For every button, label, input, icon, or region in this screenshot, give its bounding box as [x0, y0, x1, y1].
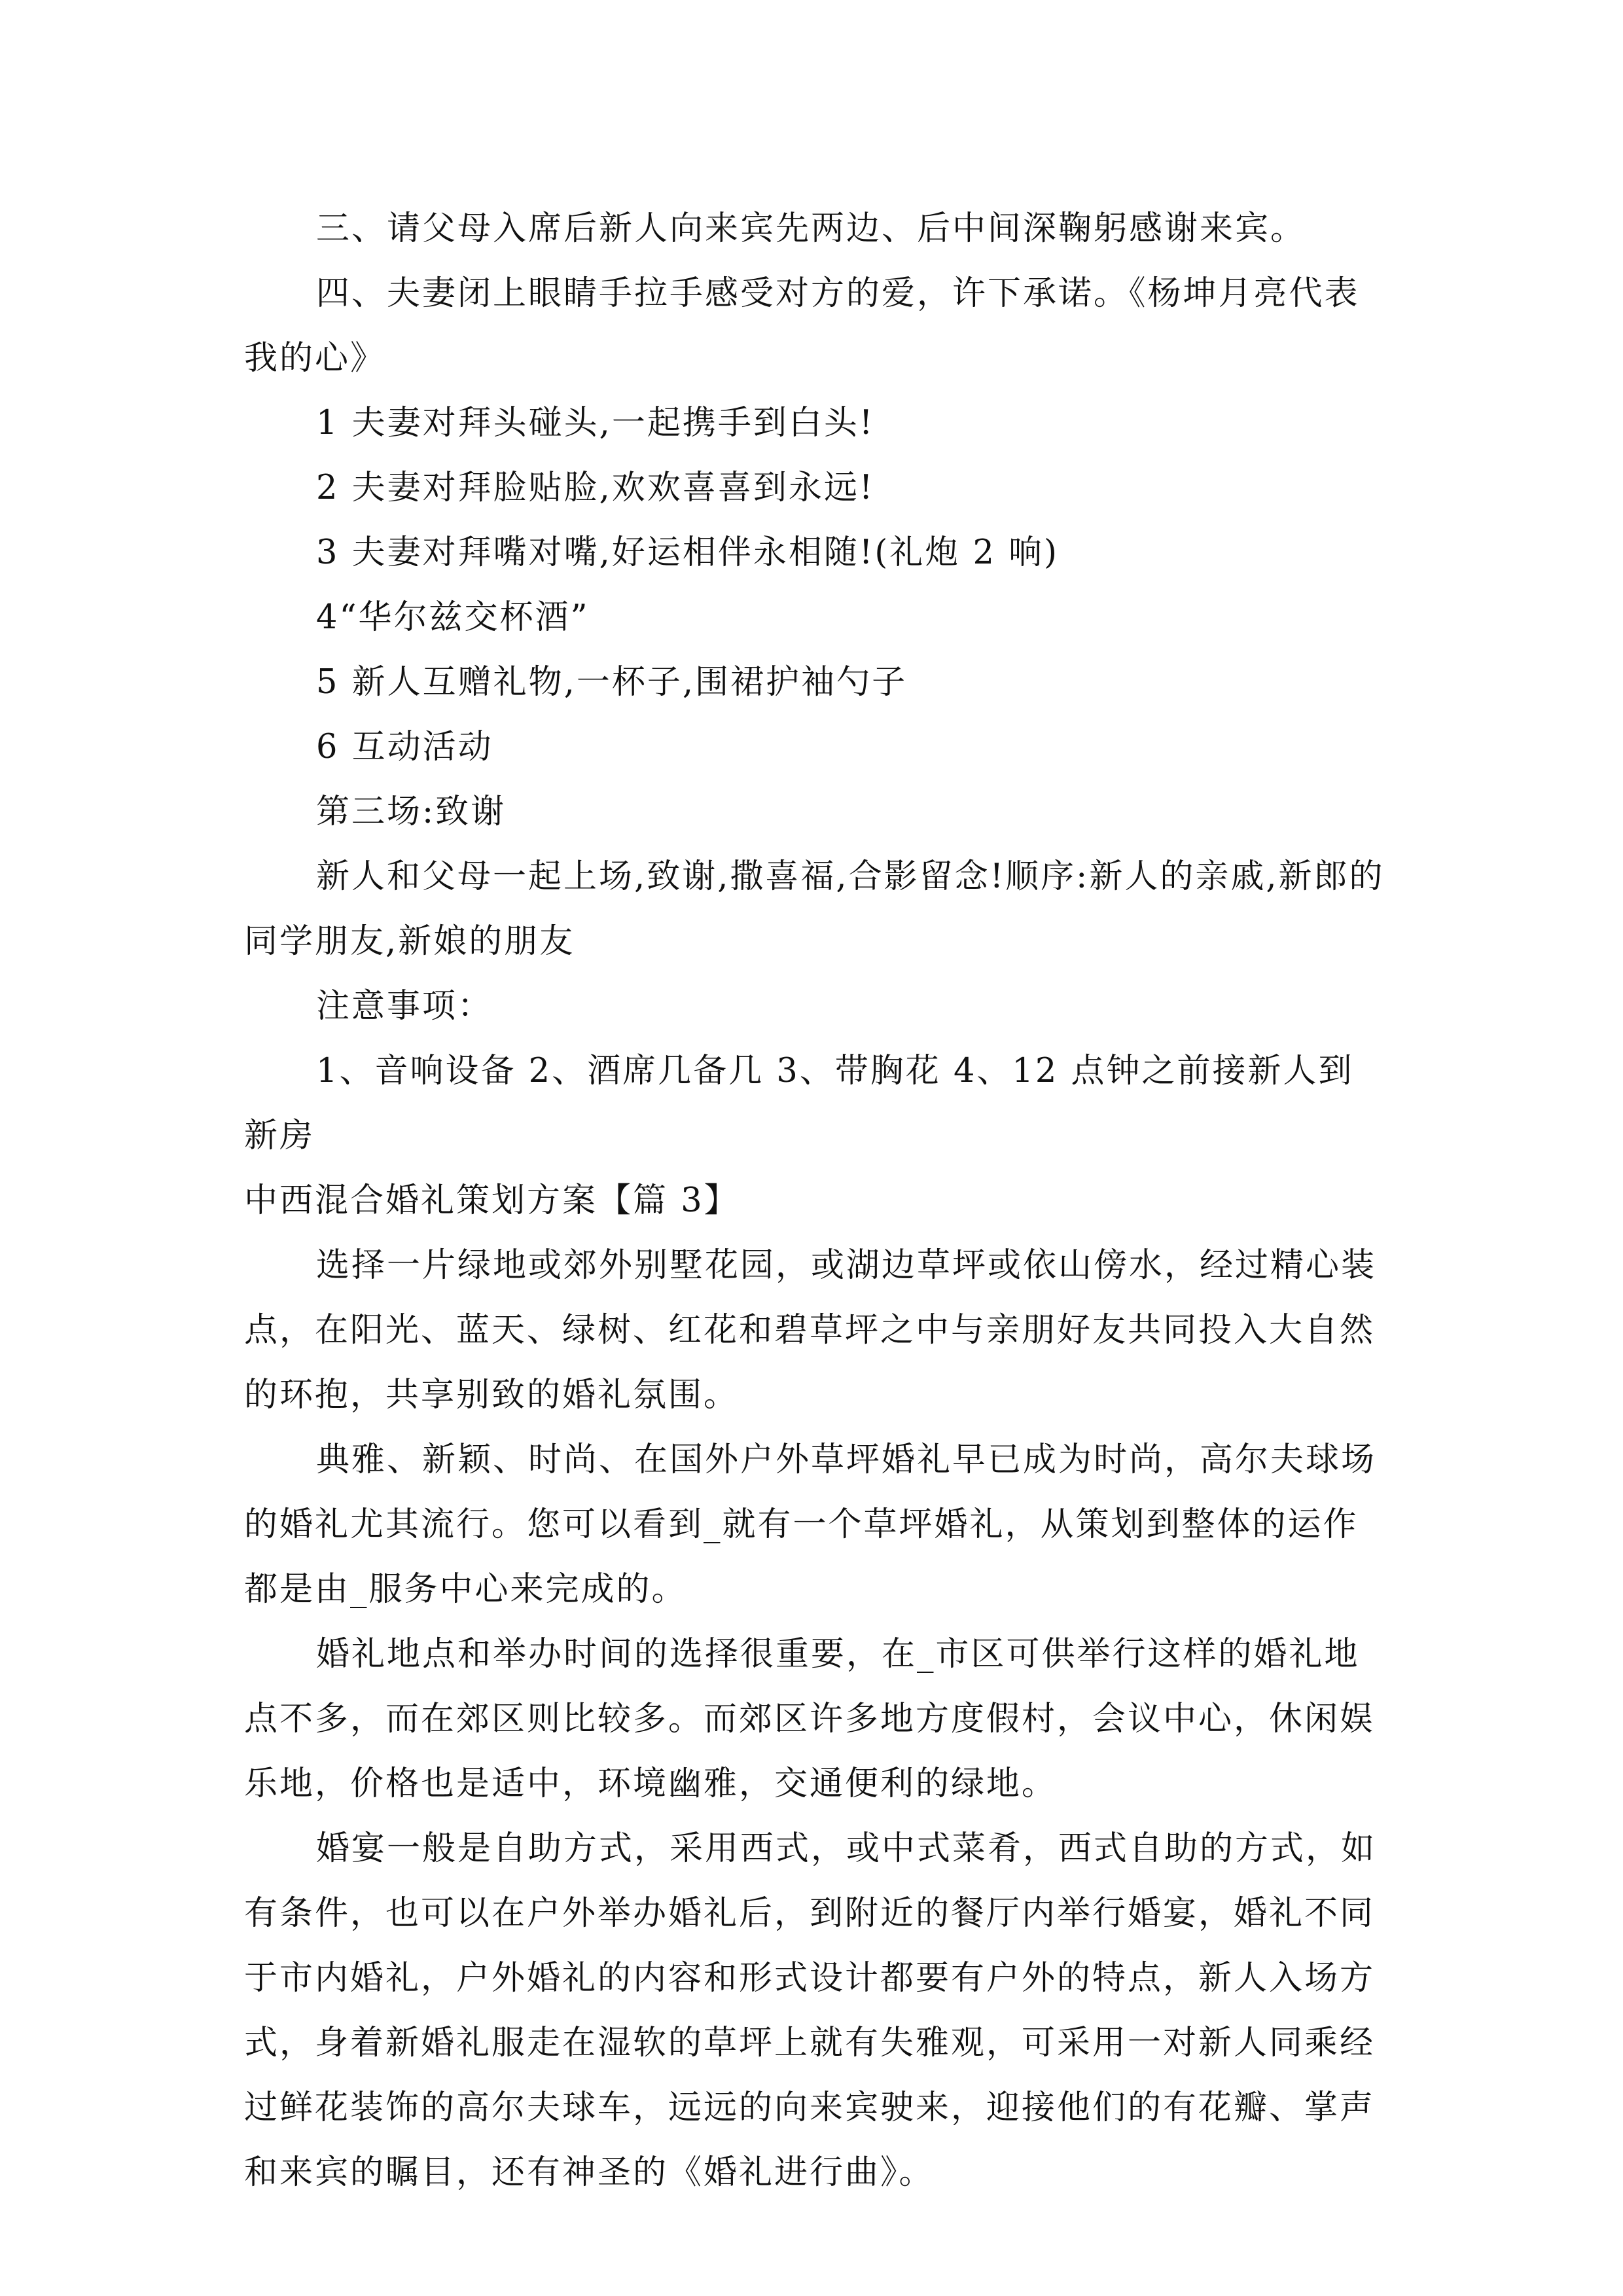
list-item-5: 5 新人互赠礼物,一杯子,围裙护袖勺子 [316, 663, 908, 702]
paragraph-step-4-vow: 四、夫妻闭上眼睛手拉手感受对方的爱，许下承诺。《杨坤月亮代表我的心》 [244, 274, 1360, 378]
document-body [244, 196, 1386, 2205]
list-item-6: 6 互动活动 [316, 728, 493, 766]
list-item-4: 4“华尔兹交杯酒” [316, 598, 590, 637]
list-item-1: 1 夫妻对拜头碰头,一起携手到白头! [316, 404, 875, 442]
paragraph-banquet: 婚宴一般是自助方式，采用西式，或中式菜肴，西式自助的方式，如有条件，也可以在户外举办婚礼后，到附近的餐厅内举行婚宴，婚礼不同于市内婚礼，户外婚礼的内容和形式设计都要有户外的特点，新人入场方式，身着新婚礼服走在湿软的草坪上就有失雅观，可采用一对新人同乘经过鲜花装饰的高尔夫球车，远远的向来宾驶来，迎接他们的有花瓣、掌声和来宾的瞩目，还有神圣的《婚礼进行曲》。 [244, 1829, 1377, 2192]
paragraph-location-time: 婚礼地点和举办时间的选择很重要，在_市区可供举行这样的婚礼地点不多，而在郊区则比较多。而郊区许多地方度假村，会议中心，休闲娱乐地，价格也是适中，环境幽雅，交通便利的绿地。 [244, 1635, 1376, 1803]
paragraph-step-3-bow: 三、请父母入席后新人向来宾先两边、后中间深鞠躬感谢来宾。 [316, 209, 1306, 248]
paragraph-lawn-wedding: 典雅、新颖、时尚、在国外户外草坪婚礼早已成为时尚，高尔夫球场的婚礼尤其流行。您可以看到_就有一个草坪婚礼，从策划到整体的运作都是由_服务中心来完成的。 [244, 1441, 1377, 1609]
notes-heading: 注意事项： [316, 987, 493, 1026]
paragraph-venue-choice: 选择一片绿地或郊外别墅花园，或湖边草坪或依山傍水，经过精心装点，在阳光、蓝天、绿树、红花和碧草坪之中与亲朋好友共同投入大自然的环抱，共享别致的婚礼氛围。 [244, 1246, 1377, 1414]
section-heading-part-3: 第三场:致谢 [316, 793, 507, 831]
notes-list: 1、音响设备 2、酒席几备几 3、带胸花 4、12 点钟之前接新人到新房 [244, 1052, 1354, 1155]
article-title-part-3: 中西混合婚礼策划方案【篇 3】 [244, 1181, 740, 1220]
paragraph-thanks: 新人和父母一起上场,致谢,撒喜福,合影留念!顺序:新人的亲戚,新郎的同学朋友,新娘的朋友 [244, 857, 1385, 961]
list-item-2: 2 夫妻对拜脸贴脸,欢欢喜喜到永远! [316, 469, 875, 507]
list-item-3: 3 夫妻对拜嘴对嘴,好运相伴永相随!(礼炮 2 响) [316, 533, 1060, 572]
